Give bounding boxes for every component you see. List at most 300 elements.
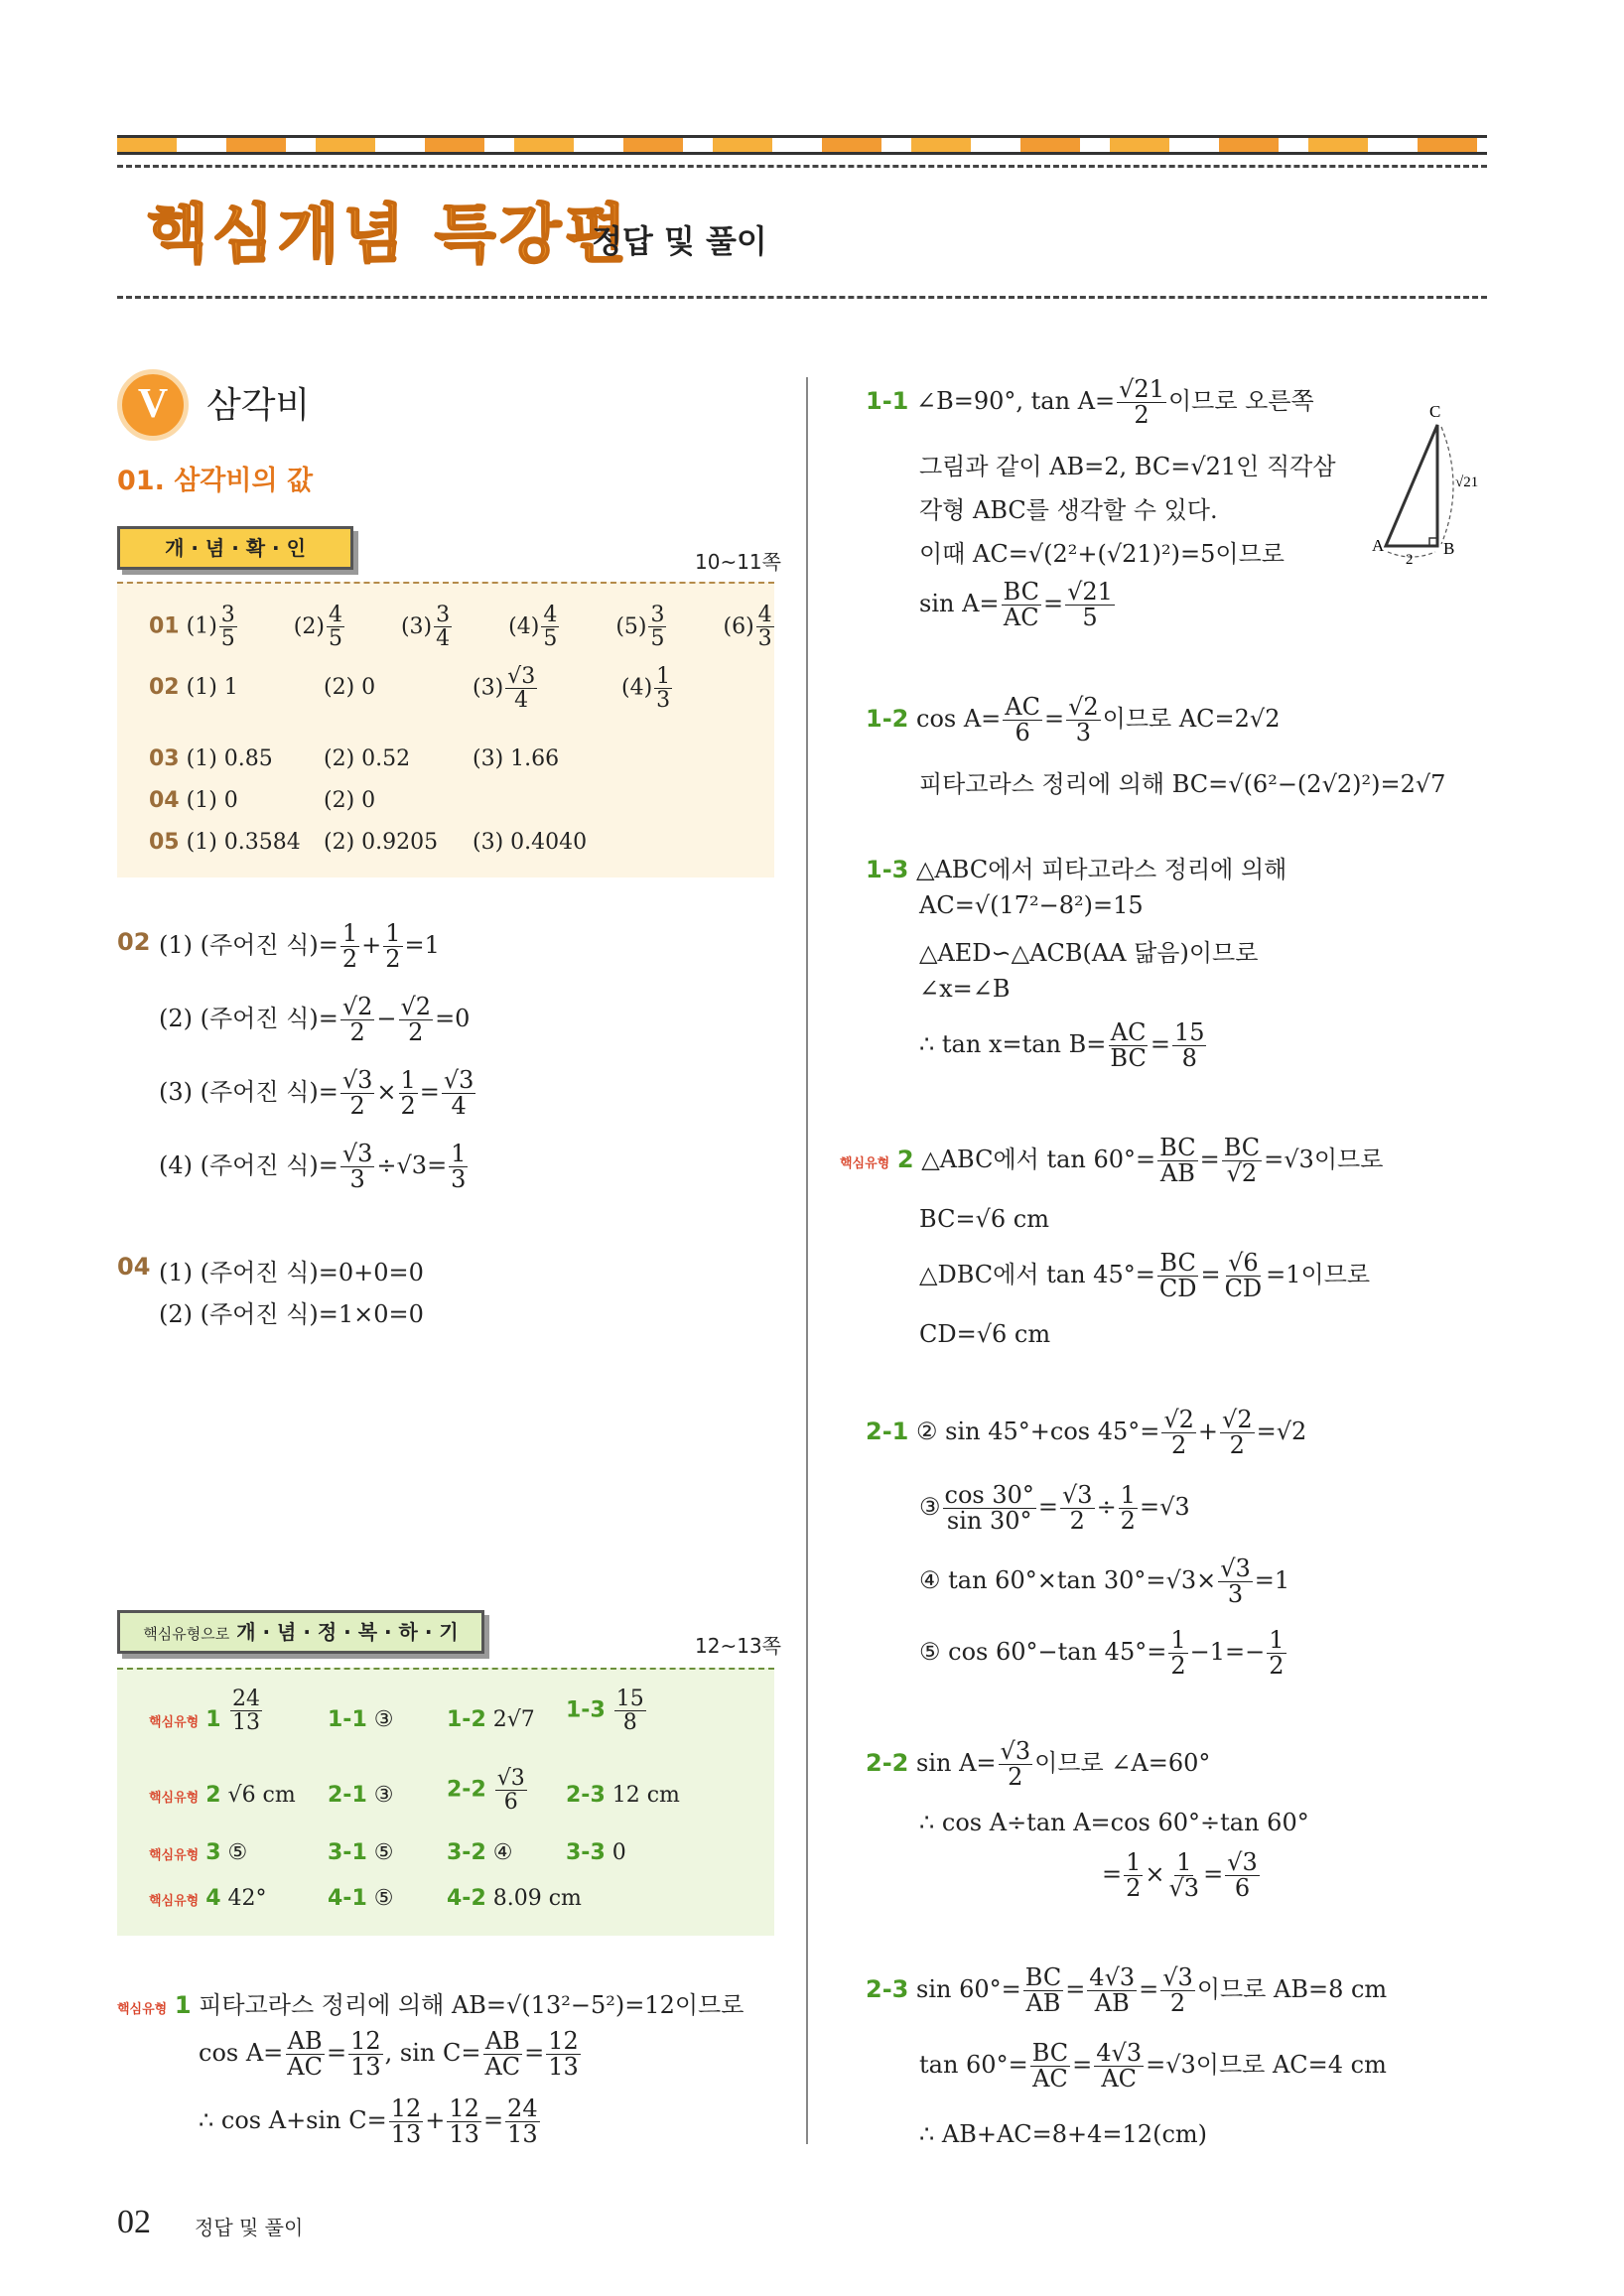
solution-2-1-line1 [866,1408,1306,1458]
frac-num: √21 [1119,375,1164,403]
solution-04-number: 04 [117,1253,151,1281]
frac-num: 3 [650,603,665,627]
problem-number: 1-1 [328,1707,367,1732]
frac-num: BC [1031,2039,1069,2067]
row-number: 02 [149,675,180,700]
item-label: (4) [621,675,653,701]
frac-num: 15 [1173,1018,1205,1046]
frac-den: AC [1101,2065,1138,2093]
frac-den: 2 [341,945,358,974]
expr-text: ∠B=90°, tan A= [916,387,1116,416]
frac-den: 5 [220,626,235,652]
frac-num: 1 [451,1140,467,1167]
frac-num: 1 [1170,1626,1186,1654]
row-number: 01 [149,613,180,639]
expr-op: = [1203,1860,1224,1889]
chapter-title: 삼각비 [206,385,311,426]
answer-row-03 [149,746,744,771]
problem-number: 2-1 [328,1783,367,1808]
frac-num: BC [1159,1134,1196,1161]
expr-op: = [419,1078,440,1107]
frac-den: √3 [1168,1874,1200,1903]
frac-num: √2 [400,993,432,1020]
core1-solution-line3 [199,2096,542,2147]
item-answer: (2) 0 [324,788,376,813]
frac-den: 13 [350,2053,381,2082]
vertex-c-label: C [1429,402,1441,421]
solution-text: 피타고라스 정리에 의해 AB=√(13²−5²)=12이므로 [199,1991,744,2019]
frac-den: AC [484,2053,521,2082]
item-answer: (2) 0.52 [324,746,411,771]
expr-text: (3) (주어진 식)= [159,1078,338,1107]
side-ab-length: 2 [1406,552,1414,566]
core-type-answer: √6 cm [227,1783,296,1808]
solution-1-3-line2: AC=√(17²−8²)=15 [919,891,1144,919]
frac-den: AC [287,2053,323,2082]
answer-row-04 [149,788,744,813]
solution-1-3-line3: △AED∽△ACB(AA 닮음)이므로 [919,939,1259,967]
solution-1-1-line5 [919,580,1117,630]
expr-op: ÷ [1096,1493,1117,1522]
frac-num: BC [1223,1134,1261,1161]
item-answer: (1) 1 [186,675,238,700]
expr-text: =√2 [1256,1418,1307,1446]
footer-label: 정답 및 풀이 [195,2216,304,2239]
review-pages: 12~13쪽 [695,1634,781,1658]
problem-number: 4-1 [328,1886,367,1911]
solution-2-2-line1 [866,1739,1210,1790]
frac-num: √3 [341,1140,373,1167]
solution-1-2-line2: 피타고라스 정리에 의해 BC=√(6²−(2√2)²)=2√7 [919,770,1446,798]
frac-num: √3 [1227,1848,1258,1876]
core2-solution-line4: CD=√6 cm [919,1320,1051,1348]
answer-row-01 [149,604,776,650]
core-type-number: 2 [896,1146,914,1174]
page-subtitle: 정답 및 풀이 [592,222,767,260]
frac-num: BC [1003,578,1039,606]
problem-number: 2-1 [866,1418,909,1446]
frac-den: 5 [328,626,342,652]
expr-text: △DBC에서 tan 45°= [919,1261,1155,1289]
problem-answer: ④ [492,1840,513,1865]
frac-num: 12 [548,2027,579,2055]
problem-number: 2-3 [866,1975,909,2004]
problem-number: 1-1 [866,387,909,416]
problem-number: 1-2 [866,705,909,734]
frac-num: √3 [1062,1481,1093,1509]
frac-den: 8 [622,1710,637,1736]
column-divider [806,377,808,2144]
row-number: 04 [149,788,180,813]
solution-02-line4 [159,1142,470,1192]
expr-text: sin 60°= [916,1975,1021,2004]
expr-text: =1 [404,931,440,960]
frac-den: 6 [1015,719,1030,747]
problem-answer: ⑤ [373,1840,394,1865]
frac-num: √3 [1162,1963,1193,1991]
problem-number: 2-3 [566,1783,606,1808]
frac-num: √2 [1068,693,1099,721]
expr-op: = [1150,1030,1170,1059]
core-type-number: 2 [205,1783,221,1808]
frac-num: 12 [350,2027,381,2055]
frac-den: 13 [232,1710,260,1736]
frac-num: 4 [757,603,772,627]
solution-02-line1 [159,921,440,972]
frac-den: sin 30° [946,1507,1032,1536]
vertex-b-label: B [1443,539,1455,558]
answer-row-02 [149,664,744,714]
frac-num: √3 [1000,1737,1031,1765]
item-label: (4) [508,613,540,639]
side-bc-brace [1441,427,1453,544]
core2-solution-line1 [840,1136,1383,1186]
expr-text: 이므로 AB=8 cm [1196,1975,1388,2004]
frac-den: 4 [451,1092,467,1121]
frac-num: 3 [436,603,451,627]
answer-row-05 [149,830,744,855]
frac-num: AB [287,2027,323,2055]
header-bottom-dashed-line [117,296,1487,299]
core-type-label: 핵심유형 [149,1791,200,1806]
item-label: (5) [615,613,647,639]
frac-den: AC [1003,604,1039,632]
frac-num: 15 [615,1687,644,1711]
item-label: (2) [293,613,325,639]
review-tag [117,1610,484,1654]
expr-text: △ABC에서 tan 60°= [921,1146,1156,1174]
core-type-label: 핵심유형 [149,1848,200,1863]
problem-number: 3-1 [328,1840,367,1865]
expr-text: =√3이므로 [1264,1146,1384,1174]
expr-text: (1) (주어진 식)= [159,931,338,960]
frac-num: 12 [449,2094,479,2122]
expr-op: − [376,1005,397,1033]
problem-answer: 2√7 [492,1707,535,1732]
expr-op: + [361,931,382,960]
expr-text: (2) (주어진 식)= [159,1005,338,1033]
frac-num: 12 [390,2094,422,2122]
expr-text: ÷√3= [376,1151,448,1180]
core-type-label: 핵심유형 [149,1715,200,1730]
solution-2-3-line3: ∴ AB+AC=8+4=12(cm) [919,2120,1208,2148]
frac-num: 3 [220,603,235,627]
solution-1-3-line1 [866,850,1286,884]
expr-text: 이므로 오른쪽 [1167,387,1314,416]
expr-text: tan 60°= [919,2051,1028,2080]
item-answer: (2) 0.9205 [324,830,439,855]
frac-num: 1 [1269,1626,1285,1654]
frac-den: CD [1224,1275,1263,1303]
review-tag-prefix: 핵심유형으로 [143,1625,230,1643]
expr-text: =√3 [1139,1493,1190,1522]
problem-number: 4-2 [447,1886,486,1911]
frac-den: AB [1159,1159,1195,1188]
frac-num: 4√3 [1089,1963,1136,1991]
frac-den: BC [1110,1044,1147,1073]
core-type-number: 3 [205,1840,221,1865]
frac-num: cos 30° [944,1481,1034,1509]
core1-solution-line1 [117,1985,744,2020]
item-answer: (1) 0.85 [186,746,273,771]
frac-num: √6 [1228,1249,1259,1277]
expr-op: + [425,2106,446,2135]
core-type-answer: 42° [227,1886,267,1911]
expr-text: 이므로 ∠A=60° [1034,1749,1211,1778]
expr-op: = [1199,1146,1220,1174]
solution-1-3-line4: ∠x=∠B [919,975,1011,1003]
frac-den: 8 [1181,1044,1197,1073]
expr-text: (4) (주어진 식)= [159,1151,338,1180]
frac-den: 2 [349,1018,365,1047]
item-label: (3) [400,613,433,639]
expr-text: sin A= [916,1749,997,1778]
frac-num: 1 [1126,1848,1142,1876]
item-label: (6) [723,613,754,639]
solution-2-2-line2: ∴ cos A÷tan A=cos 60°÷tan 60° [919,1809,1309,1836]
concept-check-pages: 10~11쪽 [695,550,781,574]
frac-num: √2 [341,993,373,1020]
frac-num: 24 [507,2094,538,2122]
frac-num: 4√3 [1096,2039,1143,2067]
expr-op: = [1043,705,1065,734]
problem-number: 1-3 [866,856,909,883]
review-tag-label: 개 · 념 · 정 · 복 · 하 · 기 [236,1620,459,1644]
right-triangle-figure [1366,397,1495,566]
row-number: 05 [149,830,180,855]
problem-answer: ⑤ [373,1886,394,1911]
frac-den: AB [1094,1989,1130,2018]
solution-1-1-line1 [866,377,1314,428]
frac-den: 13 [390,2120,422,2149]
frac-den: 2 [349,1092,365,1121]
frac-den: 13 [548,2053,579,2082]
frac-num: 1 [341,919,358,947]
frac-den: 2 [385,945,401,974]
expr-text: ⑤ cos 60°−tan 45°= [919,1638,1167,1667]
frac-num: √3 [496,1766,525,1791]
frac-den: 2 [400,1092,416,1121]
item-label: (3) [473,675,504,701]
item-answer: (1) 0 [186,788,238,813]
solution-04-line1: (1) (주어진 식)=0+0=0 [159,1259,424,1286]
row-number: 03 [149,746,180,771]
solution-2-3-line2 [919,2041,1387,2092]
frac-den: 2 [1229,1431,1245,1460]
problem-number: 2-2 [866,1749,909,1778]
expr-op: = [1037,1493,1058,1522]
expr-op: = [1065,1975,1086,2004]
core-type-number: 1 [205,1707,221,1732]
expr-text: cos A= [199,2039,284,2068]
expr-op: = [524,2039,545,2068]
expr-op: × [1145,1860,1165,1889]
concept-check-tag: 개 · 념 · 확 · 인 [117,526,353,570]
review-row-1 [149,1688,764,1747]
frac-den: 4 [514,688,529,714]
frac-num: √2 [1163,1406,1194,1433]
expr-text: =√3이므로 AC=4 cm [1146,2051,1387,2080]
expr-op: = [1102,1860,1123,1889]
core-type-label: 핵심유형 [117,2002,168,2017]
frac-den: 3 [451,1165,467,1194]
frac-num: AC [1005,693,1040,721]
problem-answer: ③ [373,1783,394,1808]
frac-den: 5 [650,626,665,652]
frac-den: 13 [507,2120,538,2149]
expr-text: =1이므로 [1266,1261,1371,1289]
solution-02-line2 [159,995,470,1045]
frac-den: 2 [1120,1507,1136,1536]
frac-den: CD [1158,1275,1197,1303]
frac-den: 3 [656,688,671,714]
header-decoration-bar [117,135,1487,155]
solution-text: △ABC에서 피타고라스 정리에 의해 [916,856,1287,883]
frac-den: 3 [757,626,772,652]
core-type-label: 핵심유형 [149,1894,200,1909]
expr-text: ∴ tan x=tan B= [919,1030,1107,1059]
review-row-3 [149,1840,764,1870]
frac-den: 2 [1170,1652,1186,1681]
review-row-4 [149,1886,764,1916]
solution-2-1-line4 [919,1628,1288,1679]
expr-text: ② sin 45°+cos 45°= [916,1418,1160,1446]
chapter-badge: V [117,369,189,441]
frac-num: 1 [1176,1848,1192,1876]
solution-1-1-line2: 그림과 같이 AB=2, BC=√21인 직각삼 [919,453,1336,480]
problem-answer: 12 cm [611,1783,680,1808]
frac-den: 2 [1126,1874,1142,1903]
frac-den: 3 [349,1165,365,1194]
expr-text: , sin C= [384,2039,481,2068]
expr-text: 이므로 AC=2√2 [1102,705,1281,734]
frac-den: 6 [503,1790,518,1816]
problem-number: 1-3 [566,1697,606,1723]
solution-2-2-line3 [1102,1850,1262,1901]
problem-number: 2-2 [447,1777,486,1803]
expr-op: = [326,2039,347,2068]
expr-op: + [1197,1418,1219,1446]
frac-den: 2 [1169,1989,1186,2018]
frac-num: √3 [443,1066,474,1094]
core-type-number: 4 [205,1886,221,1911]
problem-answer: 0 [611,1840,626,1865]
frac-den: √2 [1226,1159,1258,1188]
frac-den: AB [1025,1989,1061,2018]
solution-2-1-line2 [919,1483,1190,1534]
solution-02-number: 02 [117,928,151,956]
expr-text: cos A= [916,705,1002,734]
expr-op: = [1200,1261,1221,1289]
frac-num: 1 [1120,1481,1136,1509]
frac-num: √2 [1222,1406,1253,1433]
item-answer: (3) 0.4040 [473,830,588,855]
solution-2-3-line1 [866,1965,1387,2016]
triangle-shape [1386,425,1437,546]
expr-text: ④ tan 60°×tan 30°=√3× [919,1566,1217,1595]
item-answer: (2) 0 [324,675,376,700]
core-type-answer: ⑤ [227,1840,248,1865]
section-title: 01. 삼각비의 값 [117,466,314,496]
frac-den: 2 [1134,401,1150,430]
problem-number: 3-2 [447,1840,486,1865]
frac-num: AB [484,2027,520,2055]
frac-den: AC [1032,2065,1068,2093]
solution-1-3-line5 [919,1020,1208,1071]
frac-num: 4 [328,603,342,627]
expr-text: =0 [435,1005,471,1033]
frac-num: 1 [400,1066,416,1094]
frac-den: 3 [1075,719,1092,747]
side-bc-length: √21 [1455,474,1479,490]
core-type-number: 1 [174,1991,192,2019]
problem-answer: ③ [373,1707,394,1732]
frac-num: AC [1110,1018,1147,1046]
expr-op: = [482,2106,504,2135]
page-title: 핵심개념 특강편 [147,199,631,272]
review-row-2 [149,1767,764,1826]
expr-text: =1 [1254,1566,1290,1595]
expr-text: sin A= [919,590,1000,618]
frac-den: 4 [436,626,451,652]
item-answer: (3) 1.66 [473,746,560,771]
frac-den: 2 [1069,1507,1085,1536]
frac-den: 2 [1171,1431,1187,1460]
frac-den: 3 [1227,1580,1244,1609]
expr-op: = [1042,590,1064,618]
core1-solution-line2 [199,2029,583,2080]
frac-den: 13 [449,2120,479,2149]
frac-den: 2 [408,1018,424,1047]
frac-den: 2 [1269,1652,1285,1681]
solution-1-1-line3: 각형 ABC를 생각할 수 있다. [919,496,1218,524]
frac-den: 6 [1234,1874,1251,1903]
solution-1-1-line4: 이때 AC=√(2²+(√21)²)=5이므로 [919,540,1285,568]
problem-answer: 8.09 cm [492,1886,582,1911]
frac-num: √3 [507,664,536,689]
expr-text: ∴ cos A+sin C= [199,2106,387,2135]
frac-den: 5 [543,626,558,652]
frac-num: 4 [543,603,558,627]
item-answer: (1) 0.3584 [186,830,301,855]
frac-den: 2 [1008,1763,1023,1792]
solution-04-line2: (2) (주어진 식)=1×0=0 [159,1300,424,1328]
frac-num: 1 [385,919,401,947]
solution-02-line3 [159,1068,477,1119]
frac-num: √21 [1067,578,1113,606]
expr-op: = [1139,1975,1159,2004]
frac-num: 24 [232,1687,260,1711]
problem-number: 3-3 [566,1840,606,1865]
solution-2-1-line3 [919,1556,1289,1607]
frac-num: BC [1159,1249,1196,1277]
core-type-label: 핵심유형 [840,1156,890,1172]
header-top-dashed-line [117,165,1487,168]
core2-solution-line3 [919,1251,1370,1301]
expr-op: = [1072,2051,1093,2080]
frac-num: √3 [341,1066,373,1094]
expr-text: −1=− [1189,1638,1266,1667]
expr-text: ③ [919,1493,941,1522]
frac-num: √3 [1220,1554,1251,1582]
solution-1-2-line1 [866,695,1280,745]
item-label: (1) [186,613,217,639]
frac-num: BC [1024,1963,1062,1991]
core2-solution-line2: BC=√6 cm [919,1205,1049,1233]
vertex-a-label: A [1372,536,1385,555]
expr-op: × [376,1078,397,1107]
problem-number: 1-2 [447,1707,486,1732]
